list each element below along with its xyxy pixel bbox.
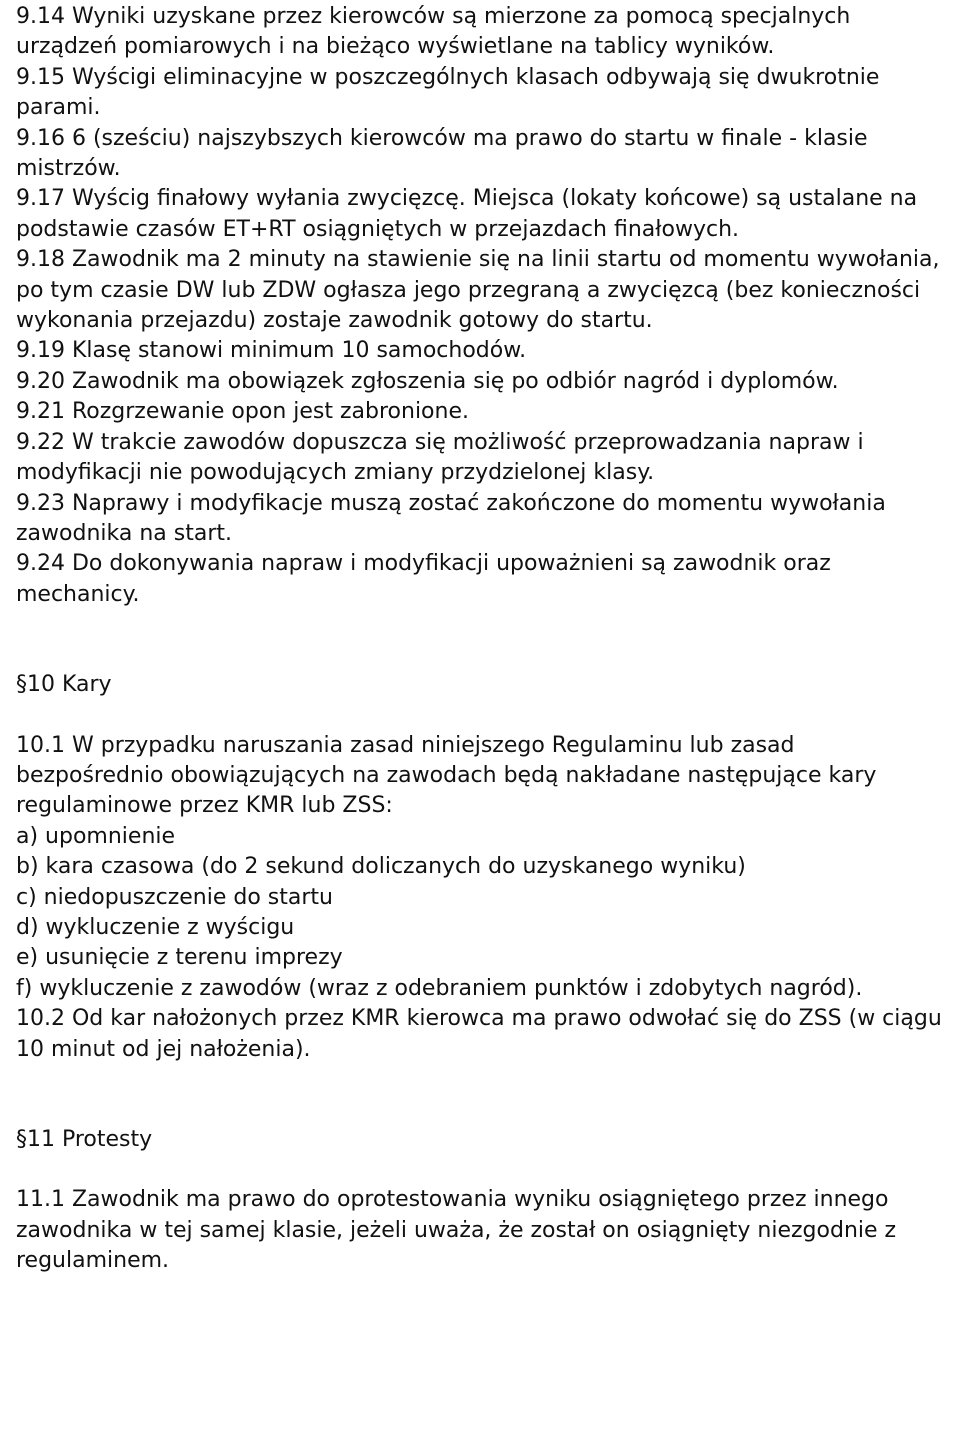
section-heading-10: §10 Kary — [16, 672, 112, 698]
paragraph-9-16: 9.16 6 (sześciu) najszybszych kierowców ma prawo do startu w finale - klasie mistrzów. — [16, 125, 868, 182]
paragraph-9-19: 9.19 Klasę stanowi minimum 10 samochodów. — [16, 338, 527, 364]
paragraph-9-23: 9.23 Naprawy i modyfikacje muszą zostać zakończone do momentu wywołania zawodnika na start. — [16, 490, 886, 546]
spacer — [16, 1155, 946, 1185]
spacer — [16, 701, 946, 731]
paragraph-9-21: 9.21 Rozgrzewanie opon jest zabronione. — [16, 399, 469, 425]
paragraph-9-20: 9.20 Zawodnik ma obowiązek zgłoszenia się po odbiór nagród i dyplomów. — [16, 368, 839, 394]
list-item-penalty-d: d) wykluczenie z wyścigu — [16, 914, 295, 940]
paragraph-10-2: 10.2 Od kar nałożonych przez KMR kierowca ma prawo odwołać się do ZSS (w ciągu 10 minut od jej nałożenia). — [16, 1006, 942, 1062]
paragraph-9-17: 9.17 Wyścig finałowy wyłania zwycięzcę. Miejsca (lokaty końcowe) są ustalane na podstawie czasów ET+RT osiągniętych w przejazdach finałowych. — [16, 186, 918, 242]
list-item-penalty-e: e) usunięcie z terenu imprezy — [16, 945, 343, 971]
list-item-penalty-f: f) wykluczenie z zawodów (wraz z odebraniem punktów i zdobytych nagród). — [16, 975, 863, 1001]
list-item-penalty-a: a) upomnienie — [16, 823, 176, 849]
paragraph-11-1: 11.1 Zawodnik ma prawo do oprotestowania wyniku osiągniętego przez innego zawodnika w tej samej klasie, jeżeli uważa, że został on osiągnięty niezgodnie z regulaminem. — [16, 1187, 897, 1274]
spacer — [16, 1065, 946, 1125]
list-item-penalty-c: c) niedopuszczenie do startu — [16, 884, 333, 910]
list-item-penalty-b: b) kara czasowa (do 2 sekund doliczanych do uzyskanego wyniku) — [16, 854, 746, 880]
paragraph-9-24: 9.24 Do dokonywania napraw i modyfikacji upoważnieni są zawodnik oraz mechanicy. — [16, 551, 831, 607]
paragraph-9-14: 9.14 Wyniki uzyskane przez kierowców są mierzone za pomocą specjalnych urządzeń pomiarowych i na bieżąco wyświetlane na tablicy wyników. — [16, 4, 851, 60]
section-heading-11: §11 Protesty — [16, 1127, 153, 1152]
paragraph-10-1: 10.1 W przypadku naruszania zasad niniejszego Regulaminu lub zasad bezpośrednio obowiązujących na zawodach będą nakładane następujące kary regulaminowe przez KMR lub ZSS: — [16, 732, 877, 819]
document-page — [16, 2, 946, 1277]
paragraph-9-22: 9.22 W trakcie zawodów dopuszcza się możliwość przeprowadzania napraw i modyfikacji nie powodujących zmiany przydzielonej klasy. — [16, 429, 864, 486]
paragraph-9-15: 9.15 Wyścigi eliminacyjne w poszczególnych klasach odbywają się dwukrotnie parami. — [16, 64, 880, 121]
spacer — [16, 610, 946, 670]
paragraph-9-18: 9.18 Zawodnik ma 2 minuty na stawienie się na linii startu od momentu wywołania, po tym czasie DW lub ZDW ogłasza jego przegraną a zwycięzcą (bez konieczności wykonania przejazdu) zostaje zawodnik gotowy do startu. — [16, 247, 940, 334]
